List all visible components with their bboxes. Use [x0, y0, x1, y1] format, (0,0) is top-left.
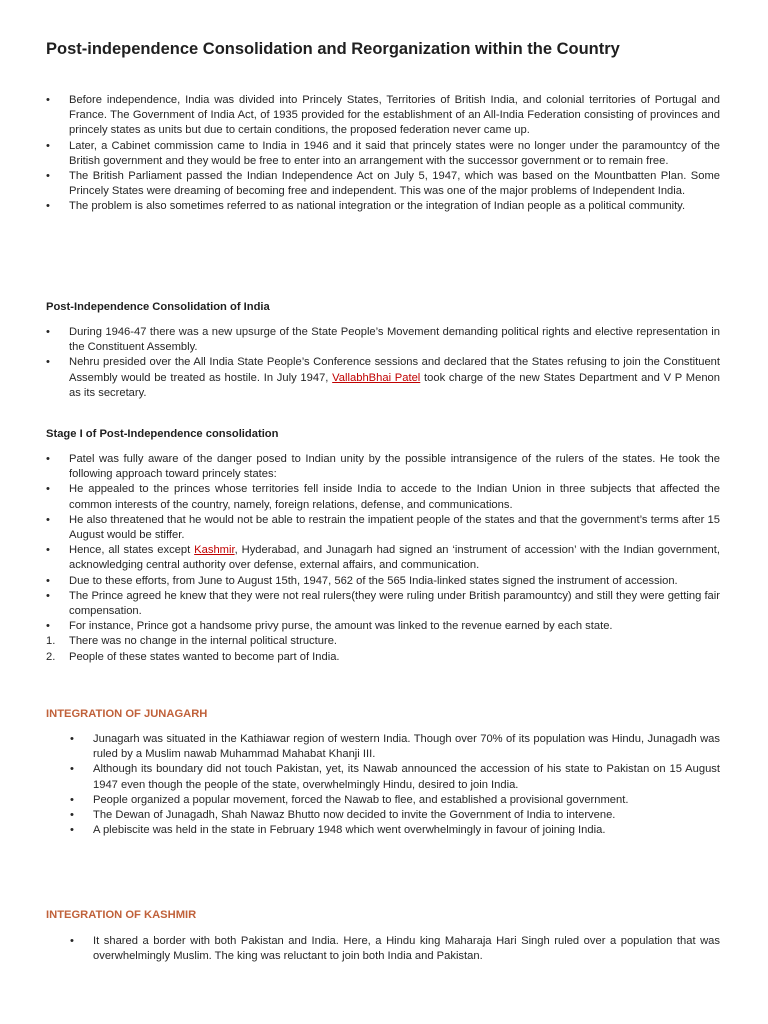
numbered-item: 1. There was no change in the internal political structure.: [69, 634, 720, 649]
bullet-icon: [46, 355, 62, 370]
bullet-icon: [46, 139, 62, 154]
bullet-icon: [46, 169, 62, 184]
kashmir-link[interactable]: Kashmir: [194, 544, 235, 557]
list-item: • He appealed to the princes whose territories fell inside India to accede to the Indian Union in three subjects that affected the common interests of the country, namely, foreign relations, defense, and communications.: [69, 482, 720, 512]
list-number: 1.: [46, 635, 56, 648]
bullet-icon: [70, 823, 86, 838]
junagarh-list: [93, 732, 720, 838]
section-heading-stage-one: Stage I of Post-Independence consolidation: [46, 428, 279, 440]
bullet-icon: [70, 793, 86, 808]
list-item: • Before independence, India was divided into Princely States, Territories of British India, and colonial territories of Portugal and France. The Government of India Act, of 1935 provided for the establishment of an All-India Federation consisting of provinces and princely states as units but due to certain conditions, the proposed federation never came up.: [69, 93, 720, 139]
list-item: • During 1946-47 there was a new upsurge of the State People’s Movement demanding political rights and elective representation in the Constituent Assembly.: [69, 325, 720, 355]
bullet-icon: [46, 589, 62, 604]
bullet-icon: [46, 543, 62, 558]
list-item: • People organized a popular movement, forced the Nawab to flee, and established a provisional government.: [93, 793, 720, 808]
vallabhbhai-patel-link[interactable]: VallabhBhai Patel: [332, 371, 421, 384]
bullet-icon: [70, 762, 86, 777]
bullet-icon: [46, 482, 62, 497]
list-item: • Later, a Cabinet commission came to India in 1946 and it said that princely states were no longer under the paramountcy of the British government and they would be free to enter into an arrangement with the successor government or to remain free.: [69, 139, 720, 169]
section-heading-consolidation: Post-Independence Consolidation of India: [46, 301, 270, 313]
list-item: • It shared a border with both Pakistan and India. Here, a Hindu king Maharaja Hari Singh ruled over a population that was overwhelmingly Muslim. The king was reluctant to join both India and Pakistan.: [93, 934, 720, 964]
bullet-icon: [46, 513, 62, 528]
list-item: • Nehru presided over the All India State People’s Conference sessions and declared that the States refusing to join the Constituent Assembly would be treated as hostile. In July 1947, VallabhBhai Patel took charge of the new States Department and V P Menon as its secretary.: [69, 355, 720, 401]
list-item: • Patel was fully aware of the danger posed to Indian unity by the possible intransigence of the rulers of the states. He took the following approach toward princely states:: [69, 452, 720, 482]
bullet-icon: [70, 934, 86, 949]
page-title: Post-independence Consolidation and Reorganization within the Country: [46, 40, 620, 58]
list-item: • The Dewan of Junagadh, Shah Nawaz Bhutto now decided to invite the Government of India to intervene.: [93, 808, 720, 823]
bullet-icon: [70, 808, 86, 823]
bullet-icon: [46, 199, 62, 214]
bullet-icon: [46, 574, 62, 589]
list-item: • For instance, Prince got a handsome privy purse, the amount was linked to the revenue earned by each state.: [69, 619, 720, 634]
bullet-icon: [46, 93, 62, 108]
kashmir-list: [93, 934, 720, 964]
list-item: • The Prince agreed he knew that they were not real rulers(they were ruling under British paramountcy) and still they were getting fair compensation.: [69, 589, 720, 619]
section-heading-kashmir: INTEGRATION OF KASHMIR: [46, 909, 197, 921]
list-item: • The problem is also sometimes referred to as national integration or the integration of Indian people as a political community.: [69, 199, 720, 214]
list-number: 2.: [46, 650, 56, 663]
list-item: • Junagarh was situated in the Kathiawar region of western India. Though over 70% of its population was Hindu, Junagadh was ruled by a Muslim nawab Muhammad Mahabat Khanji III.: [93, 732, 720, 762]
bullet-icon: [46, 619, 62, 634]
list-item: • A plebiscite was held in the state in February 1948 which went overwhelmingly in favour of joining India.: [93, 823, 720, 838]
list-item: • Hence, all states except Kashmir, Hyderabad, and Junagarh had signed an ‘instrument of accession’ with the Indian government, acknowledging central authority over defense, external affairs, and communication.: [69, 543, 720, 573]
list-item: • Due to these efforts, from June to August 15th, 1947, 562 of the 565 India-linked states signed the instrument of accession.: [69, 574, 720, 589]
bullet-icon: [70, 732, 86, 747]
stage-one-list: [46, 452, 720, 665]
intro-list: [69, 93, 720, 215]
list-item: • He also threatened that he would not be able to restrain the impatient people of the states and that the government’s terms after 15 August would be stiffer.: [69, 513, 720, 543]
bullet-icon: [46, 452, 62, 467]
bullet-icon: [46, 325, 62, 340]
list-item: • The British Parliament passed the Indian Independence Act on July 5, 1947, which was based on the Mountbatten Plan. Some Princely States were dreaming of becoming free and independent. This was one of the major problems of Independent India.: [69, 169, 720, 199]
section-heading-junagarh: INTEGRATION OF JUNAGARH: [46, 708, 208, 720]
numbered-item: 2. People of these states wanted to become part of India.: [69, 650, 720, 665]
consolidation-list: [69, 325, 720, 401]
list-item: • Although its boundary did not touch Pakistan, yet, its Nawab announced the accession of his state to Pakistan on 15 August 1947 even though the people of the state, overwhelmingly Hindu, desired to join India.: [93, 762, 720, 792]
